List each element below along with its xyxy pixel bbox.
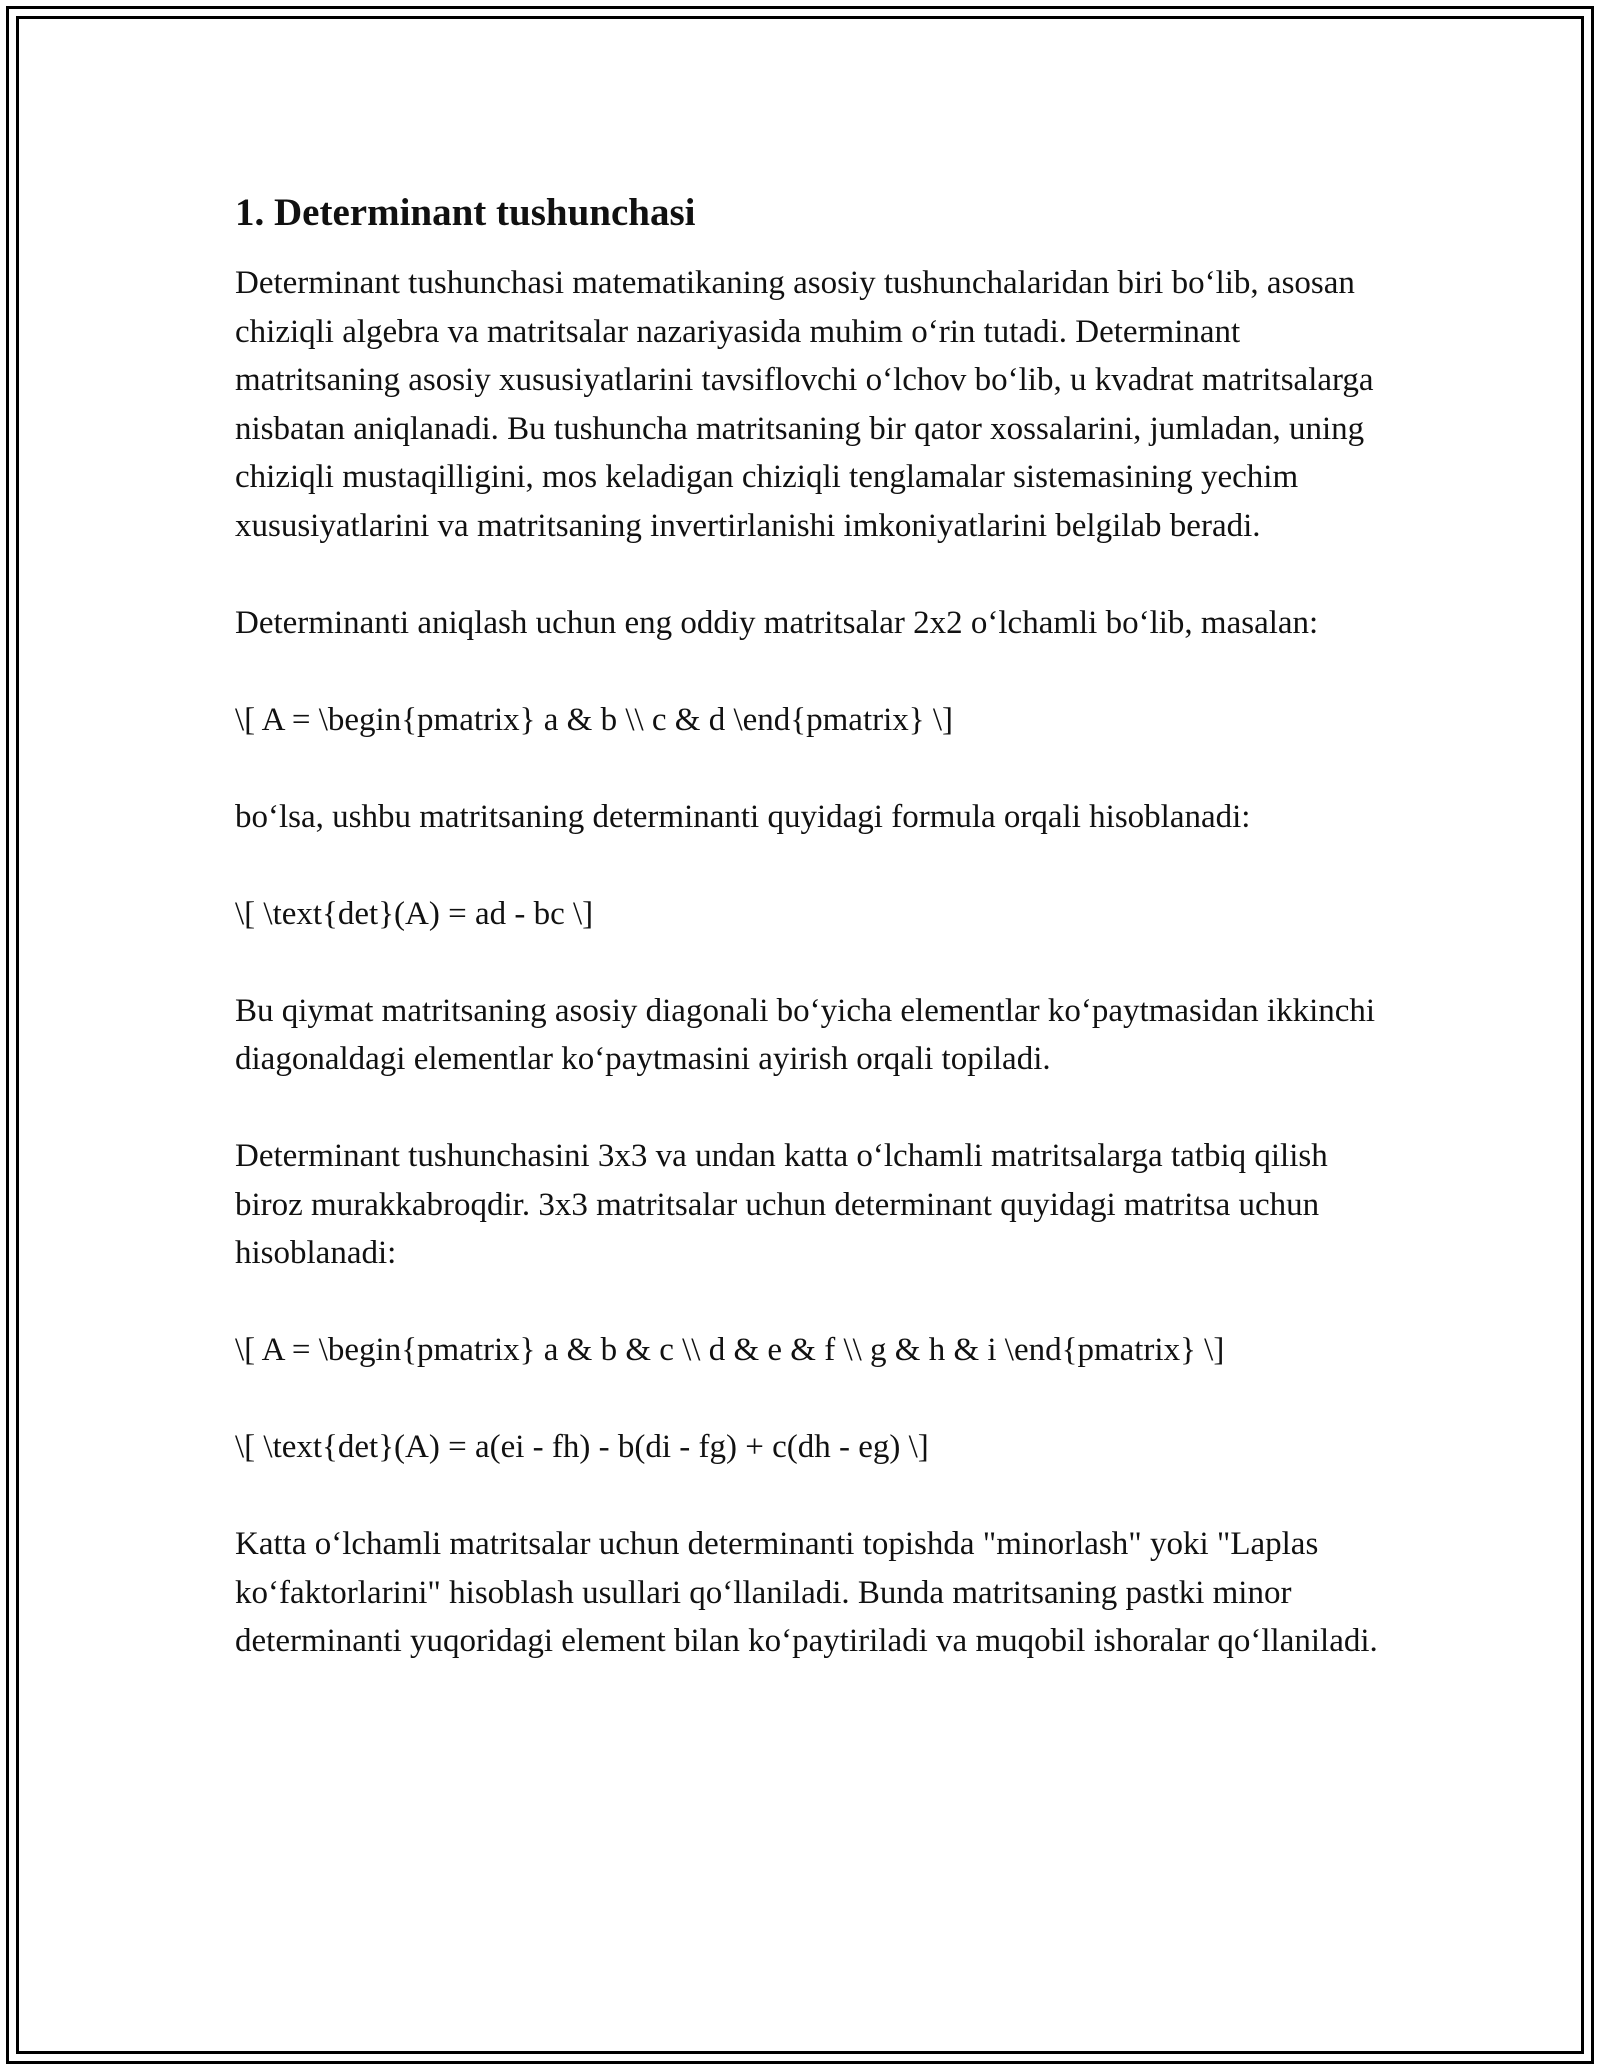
paragraph-2x2-formula-intro: bo‘lsa, ushbu matritsaning determinanti quyidagi formula orqali hisoblanadi: [235, 798, 1251, 835]
formula-matrix-3x3: \[ A = \begin{pmatrix} a & b & c \\ d & e & f \\ g & h & i \end{pmatrix} \] [235, 1332, 1225, 1368]
spacer [235, 1278, 1380, 1327]
spacer [235, 647, 1380, 696]
document-body [235, 186, 1380, 1666]
formula-matrix-2x2: \[ A = \begin{pmatrix} a & b \\ c & d \end{pmatrix} \] [235, 701, 954, 738]
spacer [235, 744, 1380, 793]
paragraph-diagonal-explanation: Bu qiymat matritsaning asosiy diagonali bo‘yicha elementlar ko‘paytmasidan ikkinchi diagonaldagi elementlar ko‘paytmasini ayirish orqali topiladi. [235, 992, 1376, 1077]
spacer [235, 1084, 1380, 1133]
spacer [235, 550, 1380, 599]
spacer [235, 240, 1380, 259]
section-heading: 1. Determinant tushunchasi [235, 191, 696, 234]
spacer [235, 938, 1380, 987]
paragraph-3x3-intro: Determinant tushunchasini 3x3 va undan katta o‘lchamli matritsalarga tatbiq qilish biroz murakkabroqdir. 3x3 matritsalar uchun determinant quyidagi matritsa uchun hisoblanadi: [235, 1138, 1328, 1271]
paragraph-2x2-intro: Determinanti aniqlash uchun eng oddiy matritsalar 2x2 o‘lchamli bo‘lib, masalan: [235, 604, 1319, 641]
formula-det-2x2: \[ \text{det}(A) = ad - bc \] [235, 895, 594, 932]
spacer [235, 1375, 1380, 1424]
spacer [235, 841, 1380, 890]
paragraph-laplace: Katta o‘lchamli matritsalar uchun determinanti topishda "minorlash" yoki "Laplas ko‘faktorlarini" hisoblash usullari qo‘llaniladi. Bunda matritsaning pastki minor determinanti yuqoridagi element bilan ko‘paytiriladi va muqobil ishoralar qo‘llaniladi. [235, 1526, 1378, 1659]
spacer [235, 1472, 1380, 1521]
formula-det-3x3: \[ \text{det}(A) = a(ei - fh) - b(di - fg) + c(dh - eg) \] [235, 1429, 929, 1465]
paragraph-intro: Determinant tushunchasi matematikaning asosiy tushunchalaridan biri bo‘lib, asosan chiziqli algebra va matritsalar nazariyasida muhim o‘rin tutadi. Determinant matritsaning asosiy xususiyatlarini tavsiflovchi o‘lchov bo‘lib, u kvadrat matritsalarga nisbatan aniqlanadi. Bu tushuncha matritsaning bir qator xossalarini, jumladan, uning chiziqli mustaqilligini, mos keladigan chiziqli tenglamalar sistemasining yechim xususiyatlarini va matritsaning invertirlanishi imkoniyatlarini belgilab beradi. [235, 265, 1374, 544]
